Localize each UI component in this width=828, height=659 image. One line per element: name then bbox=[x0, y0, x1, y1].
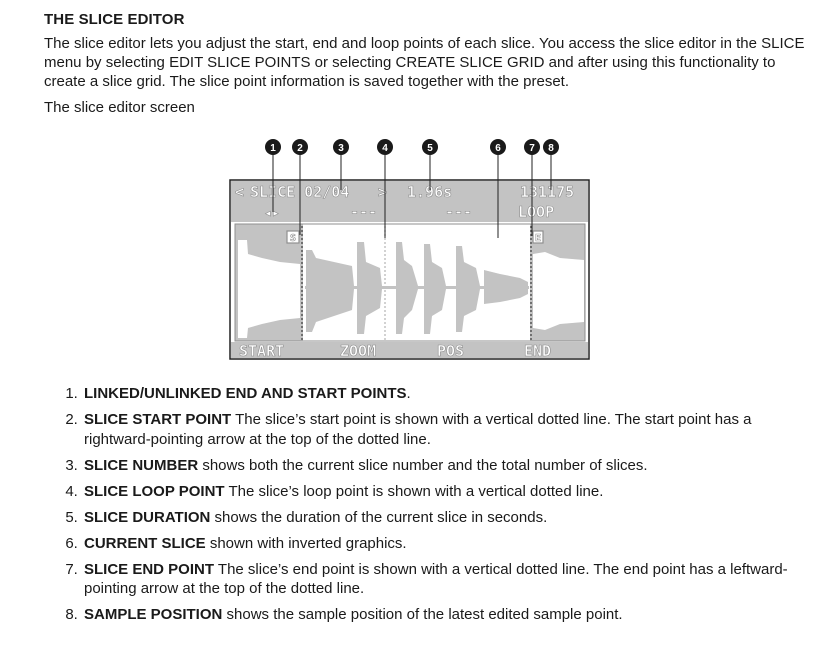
legend-term: LINKED/UNLINKED END AND START POINTS bbox=[84, 385, 407, 402]
lcd-slice-duration: 1.96s bbox=[407, 183, 453, 201]
lcd-field-1: --- bbox=[350, 203, 378, 221]
callout-4-badge bbox=[377, 139, 393, 155]
lcd-slice-number: SLICE 02/04 bbox=[250, 183, 350, 201]
legend-term: SLICE LOOP POINT bbox=[84, 482, 225, 500]
intro-paragraph: The slice editor lets you adjust the start, end and loop points of each slice. You access the slice editor in the SLICE menu by selecting EDIT SLICE POINTS or selecting CREATE SLICE GRID and after using this functionality to create a slice grid. The slice point information is saved together with the preset. bbox=[44, 35, 805, 90]
lcd-field-2: --- bbox=[445, 203, 473, 221]
lcd-start-softkey: START bbox=[239, 342, 285, 360]
lcd-end-softkey: END bbox=[524, 342, 552, 360]
legend-item bbox=[82, 384, 822, 404]
lcd-zoom-softkey: ZOOM bbox=[340, 342, 377, 360]
legend-item bbox=[82, 456, 822, 476]
legend-text: shows both the current slice number and the total number of slices. bbox=[198, 456, 648, 474]
legend-item bbox=[82, 508, 822, 528]
legend-item bbox=[82, 560, 822, 599]
callout-7-number: 7 bbox=[529, 143, 535, 154]
lcd-left-arrow: < bbox=[235, 183, 245, 201]
slice-start-marker-glyph: S bbox=[289, 233, 297, 244]
legend-term: CURRENT SLICE bbox=[84, 534, 206, 552]
legend-text: The slice’s start point is shown with a vertical dotted line. The start point has a rightward-pointing arrow at the top of the dotted line. bbox=[84, 411, 752, 448]
callout-2-badge bbox=[292, 139, 308, 155]
legend-text: shown with inverted graphics. bbox=[205, 534, 407, 552]
callout-6-number: 6 bbox=[495, 143, 501, 154]
figure-caption: The slice editor screen bbox=[44, 99, 195, 116]
legend-text: shows the duration of the current slice in seconds. bbox=[210, 508, 548, 526]
callout-2-number: 2 bbox=[297, 143, 303, 154]
legend-item bbox=[82, 482, 822, 502]
callout-6-badge bbox=[490, 139, 506, 155]
legend-item bbox=[82, 410, 822, 449]
lcd-loop-label: LOOP bbox=[518, 203, 555, 221]
section-heading: THE SLICE EDITOR bbox=[44, 11, 185, 28]
callout-5-number: 5 bbox=[427, 143, 433, 154]
lcd-link-indicator: ◂▸ bbox=[264, 206, 280, 221]
callout-8-number: 8 bbox=[548, 143, 554, 154]
callout-8-badge bbox=[543, 139, 559, 155]
legend-item bbox=[82, 605, 822, 625]
legend-item bbox=[82, 534, 822, 554]
legend-term: SLICE NUMBER bbox=[84, 456, 199, 474]
legend-text: The slice’s loop point is shown with a vertical dotted line. bbox=[224, 482, 604, 500]
callout-1-number: 1 bbox=[270, 143, 276, 154]
slice-end-marker-glyph: E bbox=[534, 233, 542, 244]
callout-3-number: 3 bbox=[338, 143, 344, 154]
callout-5-badge bbox=[422, 139, 438, 155]
legend-term: SLICE END POINT bbox=[84, 560, 215, 578]
legend-text: . bbox=[406, 385, 411, 402]
legend-term: SLICE DURATION bbox=[84, 508, 211, 526]
legend-term: SLICE START POINT bbox=[84, 411, 232, 428]
callout-3-badge bbox=[333, 139, 349, 155]
callout-1-badge bbox=[265, 139, 281, 155]
legend-text: The slice’s end point is shown with a vertical dotted line. The end point has a leftward-pointing arrow at the top of the dotted line. bbox=[84, 560, 788, 597]
legend-term: SAMPLE POSITION bbox=[84, 606, 223, 623]
legend-list bbox=[62, 384, 822, 631]
lcd-sample-position: 131175 bbox=[520, 183, 575, 201]
callout-7-badge bbox=[524, 139, 540, 155]
legend-text: shows the sample position of the latest edited sample point. bbox=[222, 606, 623, 623]
lcd-pos-softkey: POS bbox=[437, 342, 465, 360]
callout-4-number: 4 bbox=[382, 143, 388, 154]
lcd-right-arrow: > bbox=[378, 183, 388, 201]
